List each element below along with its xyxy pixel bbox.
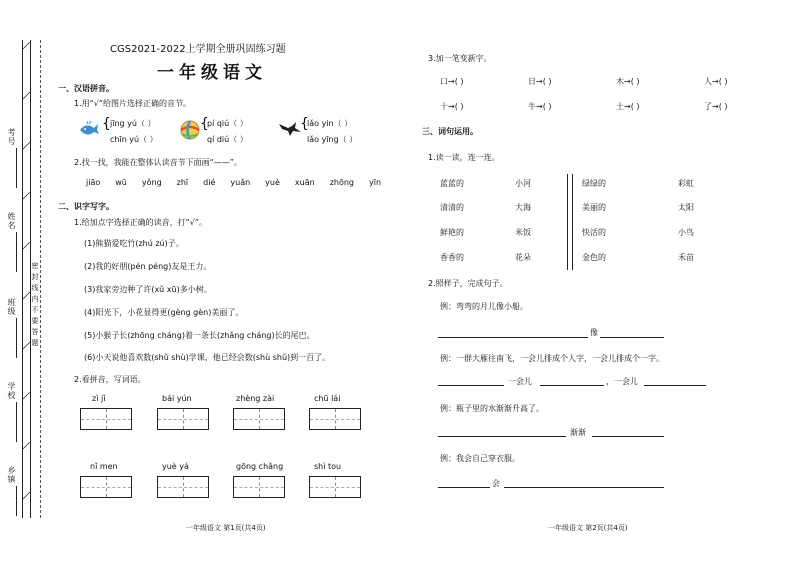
example-sentence: 例：弯弯的月儿像小船。 bbox=[440, 302, 528, 311]
match-word[interactable]: 快活的 bbox=[582, 228, 606, 237]
match-word[interactable]: 米饭 bbox=[515, 228, 531, 237]
page-footer: 一年级语文 第2页(共4页) bbox=[548, 524, 628, 532]
pinyin-prompt: shì tou bbox=[314, 462, 342, 471]
writing-box[interactable] bbox=[80, 408, 132, 430]
syllable[interactable]: wū bbox=[115, 178, 127, 187]
pinyin-prompt: gōng chǎng bbox=[236, 462, 284, 471]
match-word[interactable]: 大海 bbox=[515, 203, 531, 212]
side-blank-line[interactable] bbox=[16, 318, 17, 358]
side-label-name: 姓名 bbox=[7, 212, 16, 230]
answer-line[interactable] bbox=[600, 337, 664, 338]
writing-box[interactable] bbox=[309, 408, 361, 430]
syllable-option[interactable]: chīn yú（ ） bbox=[110, 135, 158, 144]
seal-notice: 密封线内不要答题 bbox=[31, 262, 39, 350]
syllable-option[interactable]: pí qiú（ ） bbox=[207, 119, 248, 128]
example-sentence: 例：一群大雁往南飞，一会儿排成个人字，一会儿排成个一字。 bbox=[440, 354, 664, 363]
add-stroke-item[interactable]: 人→( ) bbox=[704, 77, 728, 86]
match-word[interactable]: 香香的 bbox=[440, 253, 464, 262]
section-2-title: 二、识字写字。 bbox=[58, 202, 114, 211]
pinyin-prompt: yuè yá bbox=[162, 462, 189, 471]
question-3-1: 1.读一读，连一连。 bbox=[428, 153, 500, 162]
ball-icon bbox=[180, 120, 200, 140]
syllable[interactable]: yuè bbox=[265, 178, 280, 187]
match-word[interactable]: 太阳 bbox=[678, 203, 694, 212]
syllable-option[interactable]: lǎo yin（ ） bbox=[307, 119, 353, 128]
add-stroke-item[interactable]: 口→( ) bbox=[440, 77, 464, 86]
section-1-title: 一、汉语拼音。 bbox=[58, 84, 114, 93]
syllable[interactable]: xuān bbox=[294, 178, 315, 187]
answer-line[interactable] bbox=[504, 487, 664, 488]
question-2-2: 2.看拼音，写词语。 bbox=[74, 375, 146, 384]
syllable[interactable]: dié bbox=[203, 178, 216, 187]
answer-line[interactable] bbox=[438, 385, 504, 386]
sentence-word: 像 bbox=[590, 328, 598, 337]
question-1-2: 2.找一找，我能在整体认读音节下面画“——”。 bbox=[74, 158, 242, 167]
syllable[interactable]: zhī bbox=[176, 178, 189, 187]
sentence-word: ，一会儿 bbox=[606, 377, 638, 386]
add-stroke-item[interactable]: 土→( ) bbox=[616, 102, 640, 111]
match-word[interactable]: 鲜艳的 bbox=[440, 228, 464, 237]
brace: { bbox=[200, 116, 209, 132]
side-label-class: 班级 bbox=[7, 298, 16, 316]
side-label-town: 乡镇 bbox=[7, 466, 16, 484]
brace: { bbox=[300, 116, 309, 132]
reading-item[interactable]: (2)我的好朋(pén péng)友是王力。 bbox=[84, 262, 212, 271]
sentence-word: 渐渐 bbox=[570, 428, 586, 437]
question-1-1: 1.用“√”给图片选择正确的音节。 bbox=[74, 99, 192, 108]
answer-line[interactable] bbox=[540, 385, 604, 386]
add-stroke-item[interactable]: 日→( ) bbox=[528, 77, 552, 86]
page-footer: 一年级语文 第1页(共4页) bbox=[186, 524, 266, 532]
writing-box[interactable] bbox=[157, 408, 209, 430]
pinyin-prompt: bái yún bbox=[162, 394, 192, 403]
column-separator bbox=[567, 174, 573, 270]
pinyin-prompt: zì jǐ bbox=[92, 394, 106, 403]
eagle-icon bbox=[278, 120, 302, 138]
writing-box[interactable] bbox=[157, 476, 209, 498]
side-label-exam-no: 考号 bbox=[7, 128, 16, 146]
match-word[interactable]: 禾苗 bbox=[678, 253, 694, 262]
brace: { bbox=[102, 116, 111, 132]
reading-item[interactable]: (1)熊猫爱吃竹(zhú zú)子。 bbox=[84, 239, 184, 248]
answer-line[interactable] bbox=[592, 436, 664, 437]
syllable[interactable]: yīn bbox=[369, 178, 382, 187]
syllable[interactable]: jiāo bbox=[86, 178, 101, 187]
match-word[interactable]: 美丽的 bbox=[582, 203, 606, 212]
pinyin-prompt: zhèng zài bbox=[236, 394, 275, 403]
reading-item[interactable]: (5)小猴子长(zhōng cháng)着一条长(zhǎng cháng)长的尾巴。 bbox=[84, 331, 315, 340]
match-word[interactable]: 清清的 bbox=[440, 203, 464, 212]
example-sentence: 例：瓶子里的水渐渐升高了。 bbox=[440, 404, 544, 413]
add-stroke-item[interactable]: 木→( ) bbox=[616, 77, 640, 86]
side-blank-line[interactable] bbox=[16, 402, 17, 442]
match-word[interactable]: 花朵 bbox=[515, 253, 531, 262]
question-3: 3.加一笔变新字。 bbox=[428, 54, 492, 63]
writing-box[interactable] bbox=[233, 476, 285, 498]
reading-item[interactable]: (3)我家旁边种了许(xǔ xū)多小树。 bbox=[84, 285, 212, 294]
exam-header: CGS2021-2022上学期全册巩固练习题 bbox=[110, 44, 286, 55]
side-blank-line[interactable] bbox=[16, 232, 17, 272]
sentence-word: 一会儿 bbox=[508, 377, 532, 386]
add-stroke-item[interactable]: 牛→( ) bbox=[528, 102, 552, 111]
sentence-word: 会 bbox=[492, 479, 500, 488]
section-3-title: 三、词句运用。 bbox=[422, 127, 478, 136]
add-stroke-item[interactable]: 了→( ) bbox=[704, 102, 728, 111]
add-stroke-item[interactable]: 十→( ) bbox=[440, 102, 464, 111]
syllable[interactable]: yuǎn bbox=[230, 178, 251, 187]
match-word[interactable]: 彩虹 bbox=[678, 179, 694, 188]
match-word[interactable]: 绿绿的 bbox=[582, 179, 606, 188]
answer-line[interactable] bbox=[438, 487, 490, 488]
syllable[interactable]: yǒng bbox=[141, 178, 162, 187]
side-blank-line[interactable] bbox=[16, 486, 17, 516]
pinyin-prompt: nǐ men bbox=[90, 462, 118, 471]
match-word[interactable]: 蓝蓝的 bbox=[440, 179, 464, 188]
pinyin-prompt: chū lái bbox=[314, 394, 341, 403]
question-2-1: 1.给加点字选择正确的读音，打“√”。 bbox=[74, 218, 208, 227]
answer-line[interactable] bbox=[644, 385, 706, 386]
reading-item[interactable]: (4)阳光下，小花显得更(gèng gèn)美丽了。 bbox=[84, 308, 244, 317]
syllable[interactable]: zhōng bbox=[329, 178, 354, 187]
example-sentence: 例：我会自己穿衣服。 bbox=[440, 454, 520, 463]
match-word[interactable]: 小河 bbox=[515, 179, 531, 188]
whale-icon bbox=[78, 120, 100, 138]
syllable-option[interactable]: jīng yú（ ） bbox=[110, 119, 156, 128]
question-3-2: 2.照样子，完成句子。 bbox=[428, 279, 508, 288]
writing-box[interactable] bbox=[233, 408, 285, 430]
syllable-option[interactable]: lǎo yīng（ ） bbox=[307, 135, 358, 144]
match-word[interactable]: 小鸟 bbox=[678, 228, 694, 237]
syllable-list bbox=[86, 178, 381, 187]
answer-line[interactable] bbox=[438, 436, 566, 437]
reading-item[interactable]: (6)小天说他喜欢数(shǔ shù)学课，他已经会数(shù shǔ)到一百了。 bbox=[84, 353, 331, 362]
answer-line[interactable] bbox=[438, 337, 588, 338]
side-blank-line[interactable] bbox=[16, 148, 17, 188]
page-title: 一年级语文 bbox=[157, 63, 267, 83]
syllable-option[interactable]: qí diú（ ） bbox=[207, 135, 248, 144]
side-label-school: 学校 bbox=[7, 382, 16, 400]
writing-box[interactable] bbox=[309, 476, 361, 498]
match-word[interactable]: 金色的 bbox=[582, 253, 606, 262]
writing-box[interactable] bbox=[80, 476, 132, 498]
